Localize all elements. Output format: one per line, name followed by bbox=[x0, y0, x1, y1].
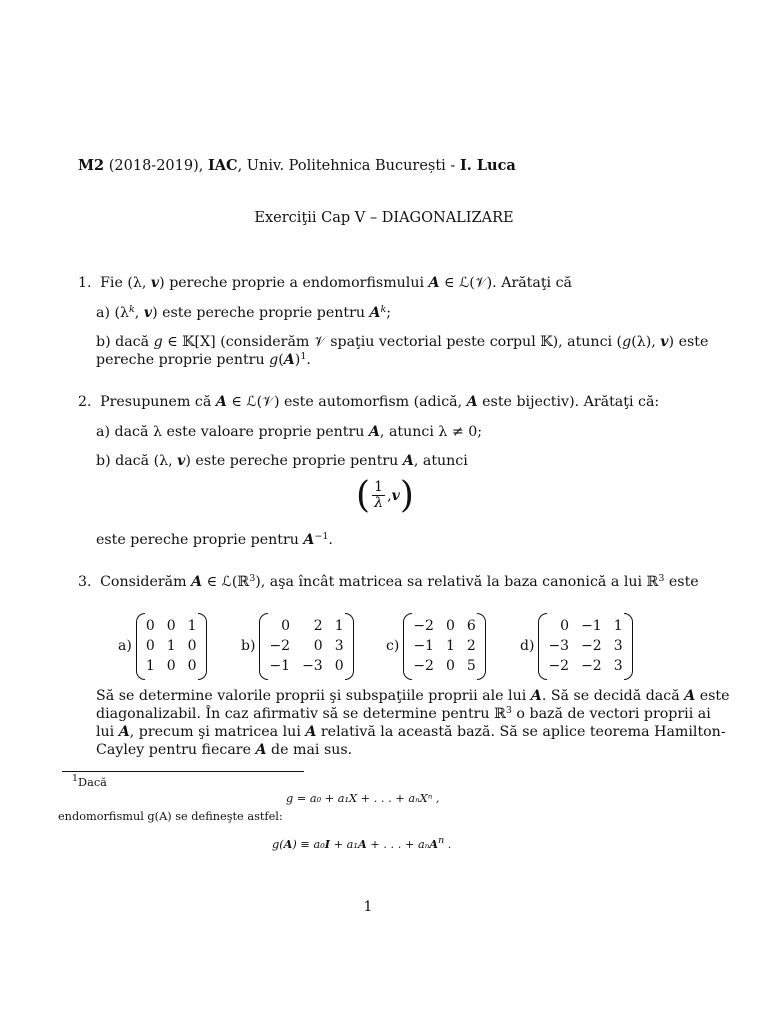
text: , atunci bbox=[413, 453, 468, 469]
text: b) dacă (λ, bbox=[96, 453, 178, 469]
matrix-a bbox=[136, 617, 207, 676]
text: . bbox=[306, 352, 311, 368]
matrix-cell: −1 bbox=[413, 638, 434, 655]
text: a) (λ bbox=[96, 305, 130, 321]
vector-symbol: v bbox=[150, 275, 160, 291]
operator-symbol: A bbox=[428, 275, 440, 291]
matrix-cell: 0 bbox=[187, 638, 197, 655]
operator-symbol: A bbox=[305, 724, 317, 740]
university: , Univ. Politehnica București - bbox=[237, 158, 460, 174]
text: este bbox=[695, 688, 730, 704]
polynomial-symbol: g bbox=[622, 334, 632, 350]
matrix-d bbox=[538, 617, 632, 676]
text: ) ≡ a₀ bbox=[292, 838, 325, 851]
matrix-cell: 0 bbox=[445, 658, 455, 675]
operator-symbol: A bbox=[684, 688, 696, 704]
exercise-3-intro bbox=[78, 573, 699, 591]
text: ), aşa încât matricea sa relativă la baza canonică a lui ℝ bbox=[255, 574, 659, 590]
text: ∈ ℒ(𝒱). Arătaţi că bbox=[439, 275, 572, 291]
operator-symbol: A bbox=[255, 742, 267, 758]
text: , bbox=[134, 305, 144, 321]
fraction-denominator: λ bbox=[374, 495, 384, 512]
matrix-cell: 3 bbox=[613, 658, 623, 675]
footnote-ref: 1 bbox=[300, 351, 307, 362]
department: IAC bbox=[208, 157, 238, 174]
matrix-label: c) bbox=[386, 638, 400, 655]
text: . bbox=[444, 838, 452, 851]
matrix-b-block bbox=[241, 617, 354, 676]
operator-symbol: A bbox=[283, 837, 293, 851]
fraction-numerator: 1 bbox=[374, 479, 384, 496]
exercise-1-b-line2 bbox=[96, 351, 311, 369]
text: relativă la această bază. Să se aplice teorema Hamilton- bbox=[316, 724, 726, 740]
matrix-cell: 1 bbox=[166, 638, 176, 655]
exponent: k bbox=[129, 304, 135, 315]
operator-symbol: A bbox=[368, 424, 380, 440]
matrix-c-block bbox=[386, 617, 486, 676]
text: este bijectiv). Arătaţi că: bbox=[477, 394, 660, 410]
matrix-cell: −3 bbox=[302, 658, 323, 675]
academic-year: (2018-2019), bbox=[108, 158, 204, 174]
text: este pereche proprie pentru bbox=[96, 532, 304, 548]
matrix-cell: 3 bbox=[613, 638, 623, 655]
operator-symbol: A bbox=[215, 394, 227, 410]
operator-symbol: A bbox=[357, 837, 367, 851]
course-code: M2 bbox=[78, 157, 105, 174]
matrix-label: b) bbox=[241, 638, 256, 655]
text: , precum şi matricea lui bbox=[129, 724, 306, 740]
text: (λ), bbox=[631, 334, 661, 350]
text: este bbox=[664, 574, 699, 590]
exercise-1-b-line1 bbox=[96, 333, 708, 351]
text: pereche proprie pentru bbox=[96, 352, 270, 368]
text: g( bbox=[272, 838, 284, 851]
vector-symbol: v bbox=[660, 334, 669, 350]
text: ; bbox=[386, 305, 392, 321]
operator-symbol: A bbox=[118, 724, 130, 740]
text: . Să se decidă dacă bbox=[541, 688, 685, 704]
matrix-cell: 0 bbox=[145, 618, 155, 634]
left-paren-glyph: ( bbox=[356, 475, 371, 516]
exponent: k bbox=[380, 304, 387, 315]
document-header bbox=[78, 157, 516, 176]
exercise-3-line2 bbox=[96, 705, 711, 723]
text: b) dacă bbox=[96, 334, 154, 350]
text: ) este bbox=[668, 334, 709, 350]
operator-symbol: A bbox=[402, 453, 414, 469]
text: + a₁ bbox=[330, 838, 358, 851]
author: I. Luca bbox=[459, 157, 516, 174]
matrix-cell: 0 bbox=[313, 638, 323, 655]
text: ∈ ℒ(ℝ bbox=[202, 574, 250, 590]
text: Presupunem că bbox=[100, 394, 216, 410]
matrix-cell: −2 bbox=[413, 658, 434, 675]
exercise-2-intro bbox=[78, 393, 659, 411]
matrix-cell: 1 bbox=[187, 618, 197, 634]
footnote-equation-2 bbox=[272, 837, 451, 853]
text: ) bbox=[294, 352, 301, 368]
matrix-cell: 1 bbox=[445, 638, 455, 655]
text: , atunci λ ≠ 0; bbox=[379, 424, 483, 440]
footnote-equation-1: g = a₀ + a₁X + . . . + aₙXⁿ , bbox=[286, 792, 440, 805]
matrix-cell: −2 bbox=[581, 638, 602, 655]
text: ∈ ℒ(𝒱) este automorfism (adică, bbox=[226, 394, 467, 410]
matrix-cell: 6 bbox=[466, 618, 476, 634]
exponent: 3 bbox=[658, 573, 665, 584]
text: Considerăm bbox=[100, 574, 192, 590]
polynomial-symbol: g bbox=[153, 334, 163, 350]
exponent: 3 bbox=[249, 573, 256, 584]
text: de mai sus. bbox=[266, 742, 353, 758]
exercise-1-intro bbox=[78, 274, 572, 292]
vector-symbol: v bbox=[143, 305, 153, 321]
matrix-cell: 0 bbox=[560, 618, 570, 634]
matrix-cell: −2 bbox=[413, 618, 434, 634]
matrix-cell: 0 bbox=[334, 658, 344, 675]
matrix-d-block bbox=[520, 617, 633, 676]
text: Dacă bbox=[78, 776, 107, 789]
text: ∈ 𝕂[X] (considerăm 𝒱 spaţiu vectorial peste corpul 𝕂), atunci ( bbox=[162, 334, 623, 350]
matrix-cell: 0 bbox=[187, 658, 197, 675]
matrix-label: a) bbox=[118, 638, 132, 655]
page-number: 1 bbox=[363, 899, 373, 915]
matrix-cell: 0 bbox=[445, 618, 455, 634]
operator-symbol: A bbox=[191, 574, 203, 590]
text: lui bbox=[96, 724, 119, 740]
text: ( bbox=[278, 352, 284, 368]
page-title: Exerciţii Cap V – DIAGONALIZARE bbox=[254, 210, 514, 226]
text: diagonalizabil. În caz afirmativ să se determine pentru ℝ bbox=[96, 706, 506, 722]
exponent: −1 bbox=[314, 531, 329, 542]
exercise-number: 2. bbox=[78, 394, 92, 410]
matrix-cell: −2 bbox=[581, 658, 602, 675]
exercise-3-line3 bbox=[96, 723, 726, 741]
vector-symbol: v bbox=[391, 488, 400, 504]
exercise-number: 3. bbox=[78, 574, 92, 590]
text: Să se determine valorile proprii şi subspaţiile proprii ale lui bbox=[96, 688, 531, 704]
matrix-cell: 1 bbox=[145, 658, 155, 675]
polynomial-symbol: g bbox=[269, 352, 279, 368]
exercise-number: 1. bbox=[78, 275, 92, 291]
exercise-2-b bbox=[96, 452, 468, 470]
exercise-2-a bbox=[96, 423, 482, 441]
footnote-middle-text: endomorfismul g(A) se defineşte astfel: bbox=[58, 810, 283, 823]
operator-symbol: A bbox=[369, 305, 381, 321]
matrix-cell: 2 bbox=[313, 618, 323, 634]
matrix-cell: −2 bbox=[548, 658, 570, 675]
exponent: n bbox=[438, 835, 445, 846]
matrix-a-block bbox=[118, 617, 207, 676]
matrix-cell: −1 bbox=[269, 658, 291, 675]
matrix-cell: 3 bbox=[334, 638, 344, 655]
matrix-cell: 0 bbox=[281, 618, 291, 634]
operator-symbol: A bbox=[303, 532, 315, 548]
matrix-cell: 5 bbox=[466, 658, 476, 675]
footnote-intro bbox=[72, 773, 107, 791]
vector-symbol: v bbox=[177, 453, 186, 469]
matrix-cell: 0 bbox=[166, 658, 176, 675]
text: + . . . + aₙ bbox=[366, 838, 430, 851]
matrix-cell: −2 bbox=[269, 638, 291, 655]
matrix-label: d) bbox=[520, 638, 535, 655]
inverse-pair-formula: ( $\frac{1}{\lambda}$ ,v) bbox=[356, 475, 414, 516]
matrix-c bbox=[403, 617, 485, 676]
text: Cayley pentru fiecare bbox=[96, 742, 256, 758]
identity-symbol: I bbox=[324, 837, 331, 851]
matrix-cell: −1 bbox=[581, 618, 602, 634]
footnote-divider bbox=[62, 771, 304, 772]
matrix-cell: 0 bbox=[145, 638, 155, 655]
matrix-cell: 2 bbox=[466, 638, 476, 655]
text: ) este pereche proprie pentru bbox=[152, 305, 370, 321]
matrix-cell: 0 bbox=[166, 618, 176, 634]
matrix-cell: −3 bbox=[548, 638, 570, 655]
exponent: 3 bbox=[505, 705, 512, 716]
text: Fie (λ, bbox=[100, 275, 151, 291]
exercise-2-tail bbox=[96, 531, 333, 549]
text: ) pereche proprie a endomorfismului bbox=[159, 275, 429, 291]
operator-symbol: A bbox=[530, 688, 542, 704]
exercise-1-a bbox=[96, 304, 391, 322]
operator-symbol: A bbox=[466, 394, 478, 410]
text: . bbox=[328, 532, 333, 548]
matrix-cell: 1 bbox=[613, 618, 623, 634]
text: a) dacă λ este valoare proprie pentru bbox=[96, 424, 369, 440]
right-paren-glyph: ) bbox=[399, 475, 414, 516]
text: ) este pereche proprie pentru bbox=[185, 453, 403, 469]
fraction bbox=[372, 480, 385, 512]
matrix-cell: 1 bbox=[334, 618, 344, 634]
exercise-3-line4 bbox=[96, 741, 352, 759]
exercise-3-line1 bbox=[96, 687, 730, 705]
footnote-mark: 1 bbox=[72, 773, 79, 784]
text: o bază de vectori proprii ai bbox=[511, 706, 711, 722]
matrix-b bbox=[259, 617, 353, 676]
operator-symbol: A bbox=[429, 837, 439, 851]
operator-symbol: A bbox=[283, 352, 295, 368]
